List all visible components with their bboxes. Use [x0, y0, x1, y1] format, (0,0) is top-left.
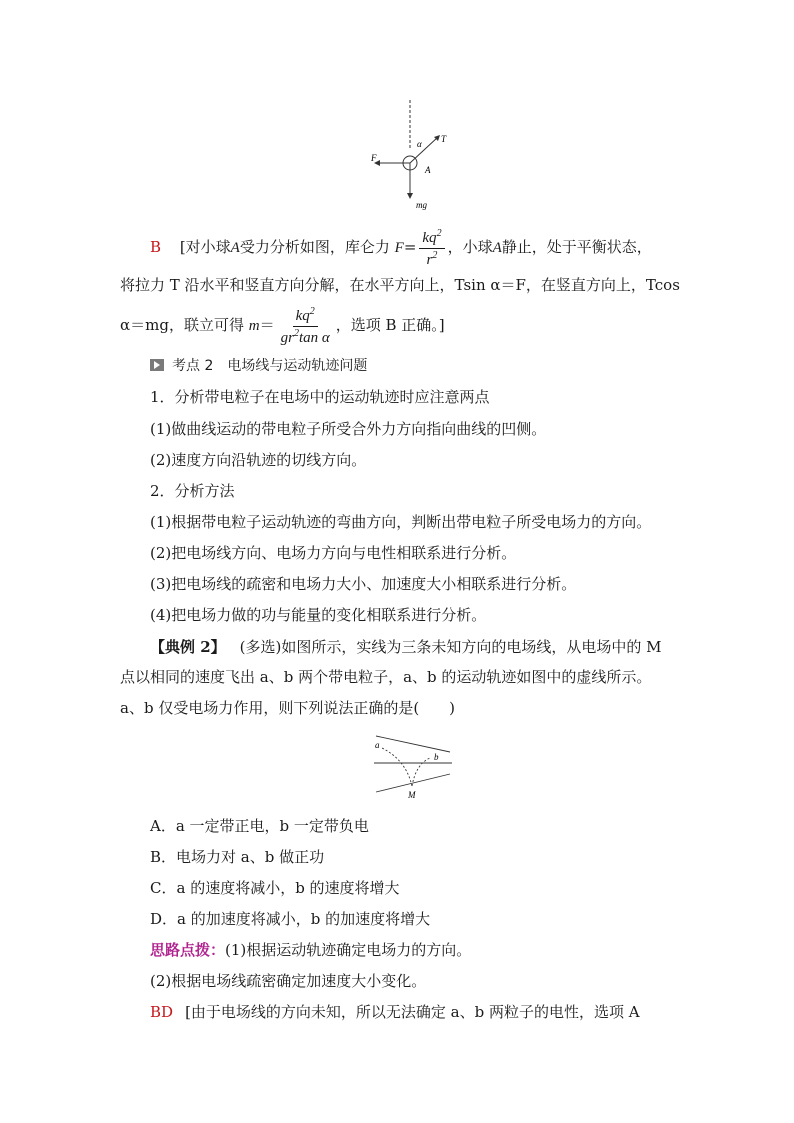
section-point1-title: 1．分析带电粒子在电场中的运动轨迹时应注意两点	[150, 388, 490, 406]
var-m: m	[248, 318, 260, 334]
section-point2-item2: (2)把电场线方向、电场力方向与电性相联系进行分析。	[150, 544, 517, 562]
trajectory-b-label: b	[434, 752, 439, 762]
answer1-text-d: 静止，处于平衡状态，	[501, 238, 652, 256]
eq-sign: =	[403, 238, 417, 256]
answer2-text: [由于电场线的方向未知，所以无法确定 a、b 两粒子的电性，选项 A	[185, 1003, 640, 1021]
fraction-numerator: kq	[422, 230, 437, 246]
force-diagram	[360, 95, 470, 215]
section-heading	[150, 355, 367, 375]
hint-line2: (2)根据电场线疏密确定加速度大小变化。	[150, 972, 427, 990]
section-point2-title: 2．分析方法	[150, 482, 235, 500]
trajectory-a-label: a	[375, 740, 380, 750]
var-A-2: A	[492, 240, 502, 256]
var-A: A	[230, 240, 240, 256]
gravity-label: mg	[416, 200, 427, 210]
hint-label: 思路点拨：	[150, 941, 226, 959]
hint-text-1: (1)根据运动轨迹确定电场力的方向。	[225, 941, 472, 959]
answer1-text-e: α＝mg，联立可得	[120, 316, 244, 334]
answer2-line1	[150, 1001, 640, 1022]
option-c: C．a 的速度将减小，b 的速度将增大	[150, 879, 400, 897]
play-marker-icon	[150, 359, 164, 371]
tension-label: T	[441, 134, 447, 144]
option-d: D．a 的加速度将减小，b 的加速度将增大	[150, 910, 431, 928]
answer1-line3	[120, 306, 445, 346]
answer1-line1	[150, 228, 652, 268]
alpha-label: α	[417, 139, 422, 149]
example2-line3: a、b 仅受电场力作用，则下列说法正确的是( )	[120, 699, 456, 717]
example2-tag: 【典例 2】	[150, 638, 226, 656]
point-m-label: M	[408, 790, 416, 800]
answer1-text-a: [对小球	[179, 238, 231, 256]
answer1-text-c: ，小球	[447, 238, 493, 256]
force-label: F	[371, 153, 377, 163]
example2-line2: 点以相同的速度飞出 a、b 两个带电粒子，a、b 的运动轨迹如图中的虚线所示。	[120, 668, 652, 686]
answer1-line2: 将拉力 T 沿水平和竖直方向分解，在水平方向上，Tsin α＝F，在竖直方向上，Tcos	[120, 276, 680, 294]
hint-line1	[150, 939, 471, 960]
section-point2-item1: (1)根据带电粒子运动轨迹的弯曲方向，判断出带电粒子所受电场力的方向。	[150, 513, 652, 531]
coulomb-fraction: $\frac{kq^2}{r^2}$	[419, 228, 444, 268]
section-point1-item2: (2)速度方向沿轨迹的切线方向。	[150, 451, 367, 469]
option-b: B．电场力对 a、b 做正功	[150, 848, 325, 866]
eq-sign-2: ＝	[259, 316, 275, 334]
section-point2-item3: (3)把电场线的疏密和电场力大小、加速度大小相联系进行分析。	[150, 575, 577, 593]
section-point1-item1: (1)做曲线运动的带电粒子所受合外力方向指向曲线的凹侧。	[150, 420, 547, 438]
var-F: F	[394, 240, 404, 256]
section-point2-item4: (4)把电场力做的功与能量的变化相联系进行分析。	[150, 606, 487, 624]
answer2-letter: BD	[150, 1003, 174, 1021]
fraction-denominator-b: tan α	[298, 329, 330, 346]
section-title: 考点 2 电场线与运动轨迹问题	[172, 358, 368, 374]
example2-text-1: (多选)如图所示，实线为三条未知方向的电场线，从电场中的 M	[239, 638, 662, 656]
example2-line1	[150, 636, 662, 657]
ball-label: A	[425, 165, 431, 175]
fraction-denominator: r	[426, 251, 433, 268]
answer1-text-f: ，选项 B 正确。]	[335, 316, 445, 334]
field-lines-diagram	[370, 730, 456, 802]
mass-fraction: $\frac{kq^2}{gr^2\tan \alpha}$	[280, 306, 330, 346]
answer1-text-b: 受力分析如图，库仑力	[239, 238, 390, 256]
fraction-denominator-a: gr	[280, 329, 294, 346]
answer1-letter: B	[150, 238, 162, 256]
option-a: A．a 一定带正电，b 一定带负电	[150, 817, 369, 835]
fraction-numerator-2: kq	[295, 308, 310, 324]
